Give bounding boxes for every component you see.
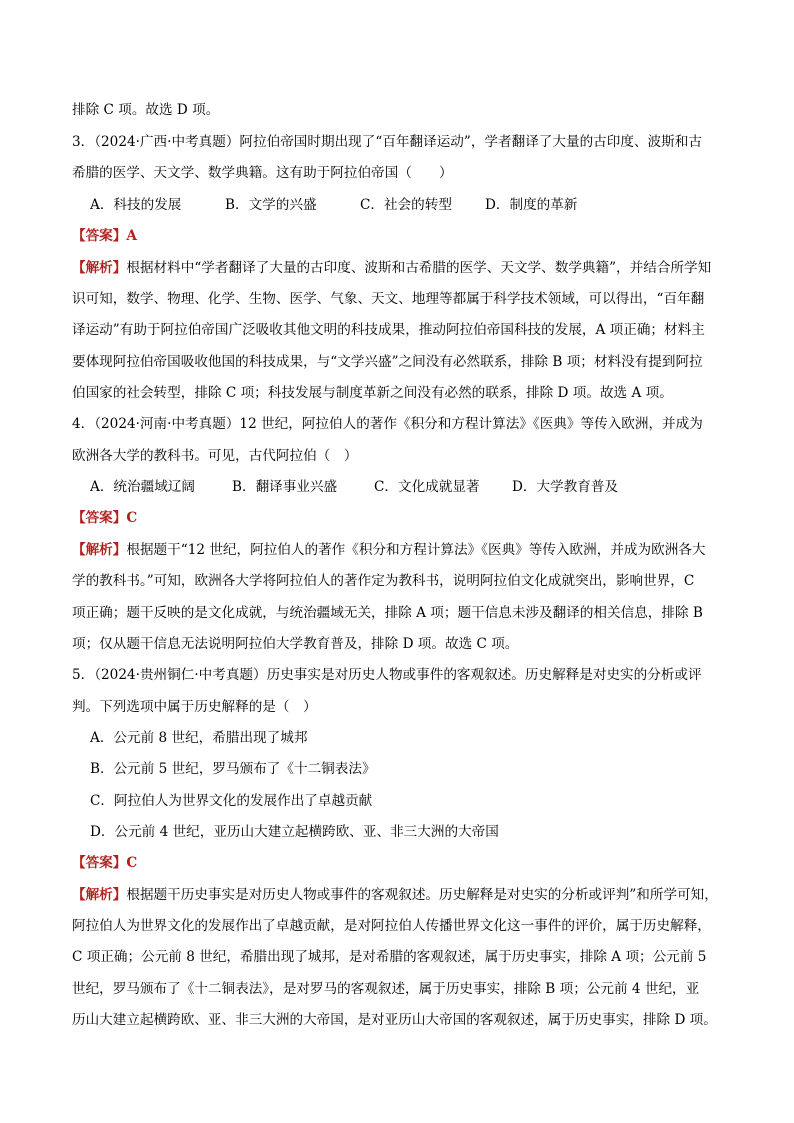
q3-option-c: C．社会的转型: [360, 197, 452, 213]
q5-option-a: A．公元前 8 世纪，希腊出现了城邦: [90, 730, 308, 746]
q3-stem-line-2: 希腊的医学、天文学、数学典籍。这有助于阿拉伯帝国（ ）: [72, 165, 453, 181]
q4-answer-value: C: [126, 510, 138, 526]
q3-analysis-line-2: 识可知，数学、物理、化学、生物、医学、气象、天文、地理等都属于科学技术领域，可以得出，“百年翻: [72, 291, 705, 307]
q3-option-b: B．文学的兴盛: [225, 197, 317, 213]
q4-analysis-line-4: 项；仅从题干信息无法说明阿拉伯大学教育普及，排除 D 项。故选 C 项。: [72, 636, 519, 652]
q3-analysis-text-1: 根据材料中“学者翻译了大量的古印度、波斯和古希腊的医学、天文学、数学典籍”，并结合所学知: [126, 260, 712, 276]
q3-stem-line-1: 3．（2024·广西·中考真题）阿拉伯帝国时期出现了“百年翻译运动”，学者翻译了大量的古印度、波斯和古: [72, 134, 702, 150]
q5-option-d: D．公元前 4 世纪，亚历山大建立起横跨欧、亚、非三大洲的大帝国: [90, 824, 499, 840]
q3-option-d: D．制度的革新: [485, 197, 578, 213]
q5-answer-value: C: [126, 855, 138, 871]
q3-options: [90, 195, 750, 215]
q4-option-d: D．大学教育普及: [512, 479, 619, 495]
q4-analysis-line-2: 学的教科书。”可知，欧洲各大学将阿拉伯人的著作定为教科书，说明阿拉伯文化成就突出，影响世界，C: [72, 573, 695, 589]
q5-analysis-line-5: 历山大建立起横跨欧、亚、非三大洲的大帝国，是对亚历山大帝国的客观叙述，属于历史事实，排除 D 项。: [72, 1012, 717, 1028]
q4-option-b: B．翻译事业兴盛: [232, 479, 338, 495]
q5-stem-line-1: 5．（2024·贵州铜仁·中考真题）历史事实是对历史人物或事件的客观叙述。历史解释是对史实的分析或评: [72, 667, 702, 683]
q3-analysis-line-3: 译运动”有助于阿拉伯帝国广泛吸收其他文明的科技成果，推动阿拉伯帝国科技的发展，A 项正确；材料主: [72, 322, 705, 338]
q5-analysis-text-1: 根据题干历史事实是对历史人物或事件的客观叙述。历史解释是对史实的分析或评判”和所学可知，: [126, 887, 718, 903]
q4-stem-line-2: 欧洲各大学的教科书。可见，古代阿拉伯（ ）: [72, 448, 358, 464]
q5-analysis-line-1: [72, 885, 732, 905]
q4-answer: [72, 508, 732, 528]
q4-option-c: C．文化成就显著: [374, 479, 480, 495]
analysis-label: 【解析】: [72, 542, 127, 558]
q4-analysis-line-1: [72, 540, 732, 560]
previous-answer-tail: 排除 C 项。故选 D 项。: [72, 102, 220, 118]
q4-stem-line-1: 4．（2024·河南·中考真题）12 世纪，阿拉伯人的著作《积分和方程计算法》《医典》等传入欧洲，并成为: [72, 416, 703, 432]
q5-analysis-line-3: C 项正确；公元前 8 世纪，希腊出现了城邦，是对希腊的客观叙述，属于历史事实，排除 A 项；公元前 5: [72, 949, 707, 965]
q3-analysis-line-5: 伯国家的社会转型，排除 C 项；科技发展与制度革新之间没有必然的联系，排除 D 项。故选 A 项。: [72, 385, 673, 401]
q3-answer: [72, 226, 732, 246]
q5-analysis-line-4: 世纪，罗马颁布了《十二铜表法》，是对罗马的客观叙述，属于历史事实，排除 B 项；公元前 4 世纪，亚: [72, 981, 700, 997]
answer-label: 【答案】: [72, 855, 127, 871]
answer-label: 【答案】: [72, 228, 127, 244]
q5-analysis-line-2: 阿拉伯人为世界文化的发展作出了卓越贡献，是对阿拉伯人传播世界文化这一事件的评价，属于历史解释，: [72, 918, 711, 934]
q3-option-a: A．科技的发展: [90, 197, 182, 213]
q5-stem-line-2: 判。下列选项中属于历史解释的是（ ）: [72, 699, 317, 715]
q3-analysis-line-1: [72, 258, 732, 278]
q5-answer: [72, 853, 732, 873]
q4-analysis-text-1: 根据题干“12 世纪，阿拉伯人的著作《积分和方程计算法》《医典》等传入欧洲，并成为欧洲各大: [126, 542, 706, 558]
q5-option-c: C．阿拉伯人为世界文化的发展作出了卓越贡献: [90, 793, 373, 809]
q3-answer-value: A: [126, 228, 137, 244]
analysis-label: 【解析】: [72, 887, 127, 903]
q4-option-a: A．统治疆域辽阔: [90, 479, 195, 495]
analysis-label: 【解析】: [72, 260, 127, 276]
answer-label: 【答案】: [72, 510, 127, 526]
q4-options: [90, 477, 750, 497]
q5-option-b: B．公元前 5 世纪，罗马颁布了《十二铜表法》: [90, 761, 376, 777]
q3-analysis-line-4: 要体现阿拉伯帝国吸收他国的科技成果，与“文学兴盛”之间没有必然联系，排除 B 项；材料没有提到阿拉: [72, 354, 703, 370]
q4-analysis-line-3: 项正确；题干反映的是文化成就，与统治疆域无关，排除 A 项；题干信息未涉及翻译的相关信息，排除 B: [72, 605, 703, 621]
